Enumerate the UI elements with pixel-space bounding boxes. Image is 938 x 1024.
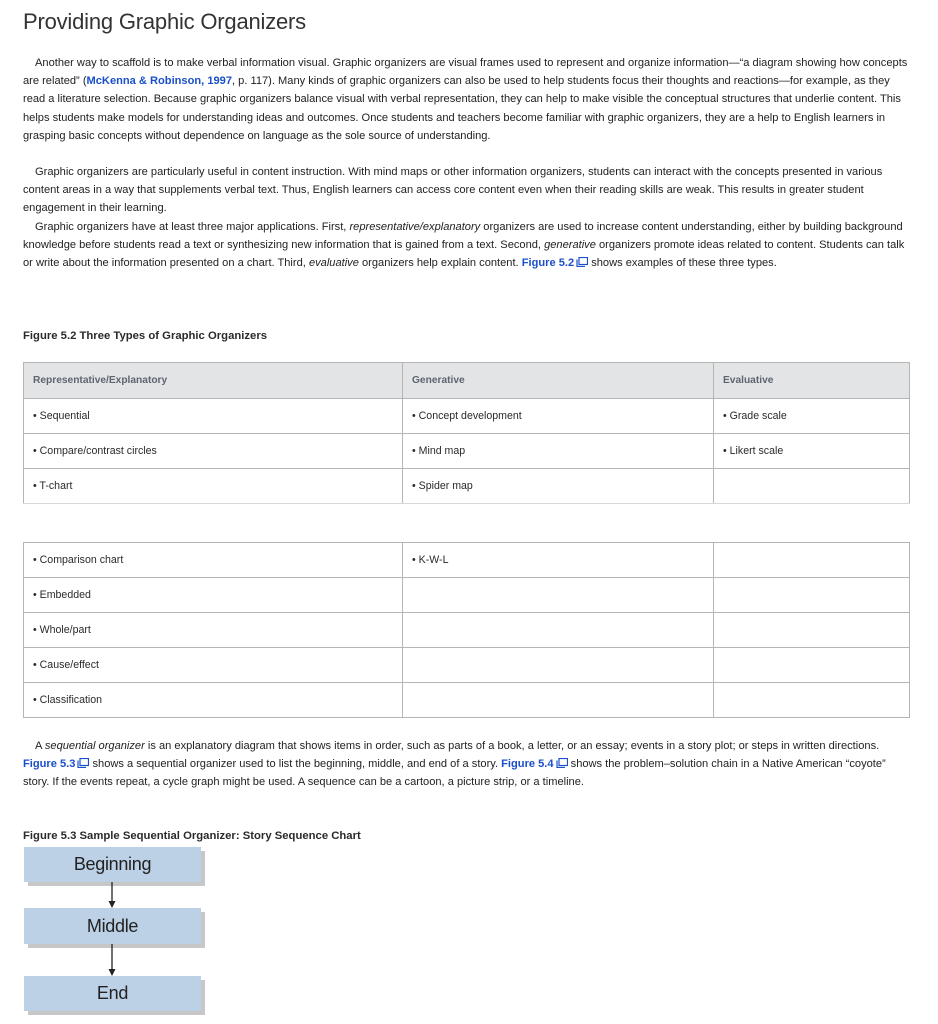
page-title: Providing Graphic Organizers bbox=[23, 9, 306, 34]
table-row bbox=[24, 399, 910, 434]
table-cell: • Grade scale bbox=[714, 399, 910, 434]
sequence-box-middle: Middle bbox=[24, 908, 201, 944]
table-cell bbox=[714, 648, 910, 683]
table-cell bbox=[714, 469, 910, 504]
table-row bbox=[24, 434, 910, 469]
table-row bbox=[24, 469, 910, 504]
table-row bbox=[24, 578, 910, 613]
para4-text-c: shows a sequential organizer used to list the beginning, middle, and end of a story. bbox=[89, 758, 502, 771]
table-cell bbox=[403, 578, 714, 613]
table-cell: • Likert scale bbox=[714, 434, 910, 469]
table-cell: • Comparison chart bbox=[24, 543, 403, 578]
story-sequence-chart bbox=[24, 845, 214, 1024]
table-row bbox=[24, 613, 910, 648]
table-cell: • Mind map bbox=[403, 434, 714, 469]
figure-5-4-link-label: Figure 5.4 bbox=[501, 758, 554, 771]
sequence-box-end: End bbox=[24, 976, 201, 1011]
table-row bbox=[24, 543, 910, 578]
table-cell bbox=[403, 648, 714, 683]
table-cell: • Sequential bbox=[24, 399, 403, 434]
table-cell: • Concept development bbox=[403, 399, 714, 434]
table-cell: • T-chart bbox=[24, 469, 403, 504]
column-header-evaluative: Evaluative bbox=[714, 363, 910, 399]
para4-term-sequential: sequential organizer bbox=[44, 740, 145, 752]
para1-text-a: Another way to scaffold is to make verbal information visual. Graphic organizers are visual frames used to represent and organize information—“a diagram showing how concepts are related” ( bbox=[23, 57, 908, 88]
table-cell: • Compare/contrast circles bbox=[24, 434, 403, 469]
paragraph-applications bbox=[23, 218, 908, 273]
table-cell bbox=[403, 683, 714, 718]
arrow-down-icon bbox=[106, 944, 118, 977]
table-cell bbox=[403, 613, 714, 648]
arrow-down-icon bbox=[106, 882, 118, 909]
open-in-new-icon bbox=[77, 758, 89, 768]
organizer-types-table-part1 bbox=[23, 362, 910, 504]
paragraph-intro bbox=[23, 54, 908, 145]
table-cell: • Embedded bbox=[24, 578, 403, 613]
figure-5-3-title: Figure 5.3 Sample Sequential Organizer: Story Sequence Chart bbox=[23, 830, 361, 842]
figure-5-3-link[interactable] bbox=[23, 758, 89, 770]
column-header-representative: Representative/Explanatory bbox=[24, 363, 403, 399]
figure-5-2-title: Figure 5.2 Three Types of Graphic Organizers bbox=[23, 330, 267, 342]
para3-text-b: organizers are used to increase content understanding, either by building background knowledge before students read a text or synthesizing new information that is gained from a text. Second, bbox=[23, 221, 903, 252]
table-row bbox=[24, 648, 910, 683]
para3-text-a: Graphic organizers have at least three major applications. First, bbox=[35, 221, 350, 233]
table-cell bbox=[714, 683, 910, 718]
table-cell: • Classification bbox=[24, 683, 403, 718]
figure-5-2-link[interactable] bbox=[522, 257, 588, 269]
paragraph-sequential-organizer bbox=[23, 737, 908, 792]
table-cell: • Spider map bbox=[403, 469, 714, 504]
table-cell bbox=[714, 543, 910, 578]
table-cell bbox=[714, 613, 910, 648]
table-row bbox=[24, 683, 910, 718]
para4-text-d: shows the problem–solution chain in a Native American “coyote” story. If the events repeat, a cycle graph might be used. A sequence can be a cartoon, a picture strip, or a timeline. bbox=[23, 758, 886, 789]
sequence-box-beginning: Beginning bbox=[24, 847, 201, 882]
table-cell bbox=[714, 578, 910, 613]
figure-5-2-link-label: Figure 5.2 bbox=[521, 257, 575, 270]
citation-link-mckenna[interactable]: McKenna & Robinson, 1997 bbox=[86, 75, 232, 88]
open-in-new-icon bbox=[576, 257, 588, 267]
para3-text-d: organizers help explain content. bbox=[358, 257, 522, 270]
paragraph-content-instruction bbox=[23, 163, 908, 218]
para1-text-b: , p. 117). Many kinds of graphic organizers can also be used to help students focus their thoughts and reactions—for example, as they read a literature selection. Because graphic organizers balance visual with verbal representation, they can help to make visible the conceptual structures that underlie content. This helps students make models for understanding ideas and outcomes. Once students and teachers become familiar with graphic organizers, they are a help to English learners in grasping basic concepts without dependence on language as the sole source of understanding. bbox=[23, 75, 901, 142]
figure-5-3-link-label: Figure 5.3 bbox=[23, 758, 76, 771]
table-cell: • Whole/part bbox=[24, 613, 403, 648]
figure-5-4-link[interactable] bbox=[501, 758, 567, 770]
para3-text-c: organizers promote ideas related to content. Students can talk or write about the information presented on a chart. Third, bbox=[23, 239, 905, 270]
para3-term-generative: generative bbox=[544, 239, 596, 252]
table-cell: • Cause/effect bbox=[24, 648, 403, 683]
para3-term-evaluative: evaluative bbox=[308, 257, 359, 270]
table-cell: • K-W-L bbox=[403, 543, 714, 578]
column-header-generative: Generative bbox=[403, 363, 714, 399]
organizer-types-table-part2 bbox=[23, 542, 910, 718]
para4-text-a: A bbox=[35, 740, 45, 752]
para2-text: Graphic organizers are particularly useful in content instruction. With mind maps or other information organizers, students can interact with the concepts presented in various content areas in a way that supplements verbal text. Thus, English learners can access core content even when their reading skills are weak. This results in greater student engagement in their learning. bbox=[23, 166, 883, 215]
para3-term-representative: representative/explanatory bbox=[349, 221, 481, 233]
para3-text-e: shows examples of these three types. bbox=[588, 257, 777, 270]
open-in-new-icon bbox=[556, 758, 568, 768]
table-header-row bbox=[24, 363, 910, 399]
para4-text-b: is an explanatory diagram that shows items in order, such as parts of a book, a letter, or an essay; events in a story plot; or steps in written directions. bbox=[144, 740, 880, 752]
